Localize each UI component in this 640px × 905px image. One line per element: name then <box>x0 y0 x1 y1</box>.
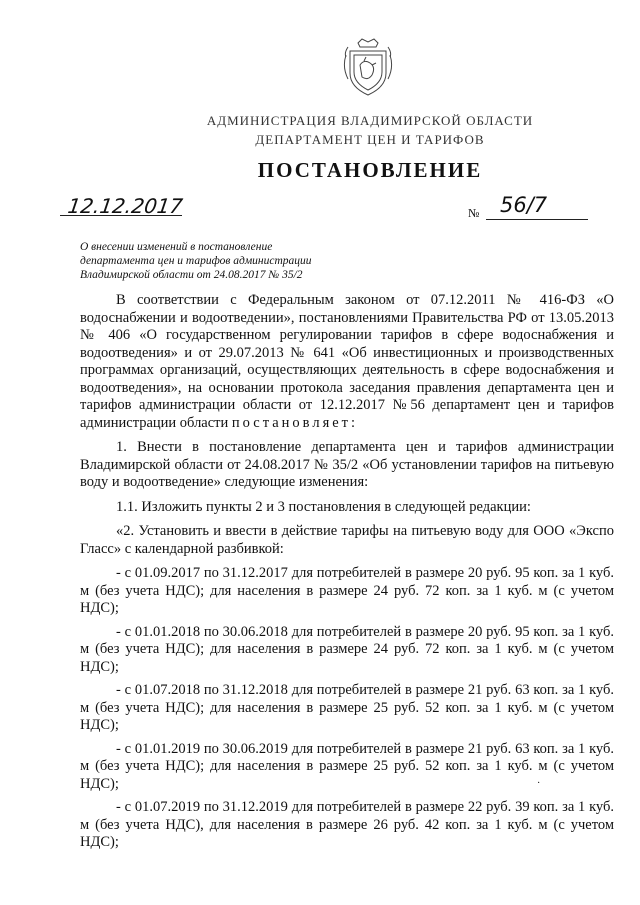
tariff-item: - с 01.09.2017 по 31.12.2017 для потребителей в размере 20 руб. 95 коп. за 1 куб. м (без учета НДС); для населения в размере 24 руб. 72 коп. за 1 куб. м (с учетом НДС); <box>80 565 614 616</box>
tariff-item: - с 01.01.2018 по 30.06.2018 для потребителей в размере 20 руб. 95 коп. за 1 куб. м (без учета НДС); для населения в размере 24 руб. 72 коп. за 1 куб. м (с учетом НДС); <box>80 623 614 675</box>
preamble-paragraph <box>80 292 614 432</box>
document-number: 56/7 <box>500 193 548 217</box>
scan-speck: · <box>537 778 541 789</box>
date-underline <box>60 215 182 216</box>
document-title: ПОСТАНОВЛЕНИЕ <box>257 158 483 182</box>
coat-of-arms-emblem <box>342 37 394 99</box>
resolves-keyword: постановляет: <box>231 414 359 431</box>
number-underline <box>486 219 588 220</box>
department-name: ДЕПАРТАМЕНТ ЦЕН И ТАРИФОВ <box>255 132 485 147</box>
subject-line: департамента цен и тарифов администрации <box>80 255 312 267</box>
document-subject <box>80 240 380 282</box>
clause-1-1: 1.1. Изложить пункты 2 и 3 постановления в следующей редакции: <box>116 498 531 515</box>
clause-2: «2. Установить и ввести в действие тарифы на питьевую воду для ООО «Экспо Гласс» с календарной разбивкой: <box>80 523 614 557</box>
preamble-text: В соответствии с Федеральным законом от 07.12.2011 № 416-ФЗ «О водоснабжении и водоотведении», постановлениями Правительства РФ от 13.05.2013 № 406 «О государственном регулировании тарифов в сфере водоснабжения и водоотведения» и от 29.07.2013 № 641 «Об инвестиционных и производственных программах организаций, осуществляющих деятельность в сфере водоснабжения и водоотведения», на основании протокола заседания правления департамента цен и тарифов администрации области от 12.12.2017 №56 департамент цен и тарифов администрации области <box>80 292 614 431</box>
organization-name: АДМИНИСТРАЦИЯ ВЛАДИМИРСКОЙ ОБЛАСТИ <box>206 113 534 128</box>
document-body <box>80 292 614 858</box>
tariff-item: - с 01.07.2018 по 31.12.2018 для потребителей в размере 21 руб. 63 коп. за 1 куб. м (без учета НДС); для населения в размере 25 руб. 52 коп. за 1 куб. м (с учетом НДС); <box>80 682 614 733</box>
tariff-item: - с 01.01.2019 по 30.06.2019 для потребителей в размере 21 руб. 63 коп. за 1 куб. м (без учета НДС); для населения в размере 25 руб. 52 коп. за 1 куб. м (с учетом НДС); <box>80 740 614 792</box>
clause-1: 1. Внести в постановление департамента цен и тарифов администрации Владимирской области от 24.08.2017 № 35/2 «Об установлении тарифов на питьевую воду и водоотведение» следующие изменения: <box>80 439 614 490</box>
subject-line: Владимирской области от 24.08.2017 № 35/2 <box>80 269 303 281</box>
subject-line: О внесении изменений в постановление <box>80 241 273 253</box>
number-sign: № <box>468 206 480 220</box>
tariff-item: - с 01.07.2019 по 31.12.2019 для потребителей в размере 22 руб. 39 коп. за 1 куб. м (без учета НДС), для населения в размере 26 руб. 42 коп. за 1 куб. м (с учетом НДС); <box>80 799 614 850</box>
document-date: 12.12.2017 <box>66 194 185 218</box>
